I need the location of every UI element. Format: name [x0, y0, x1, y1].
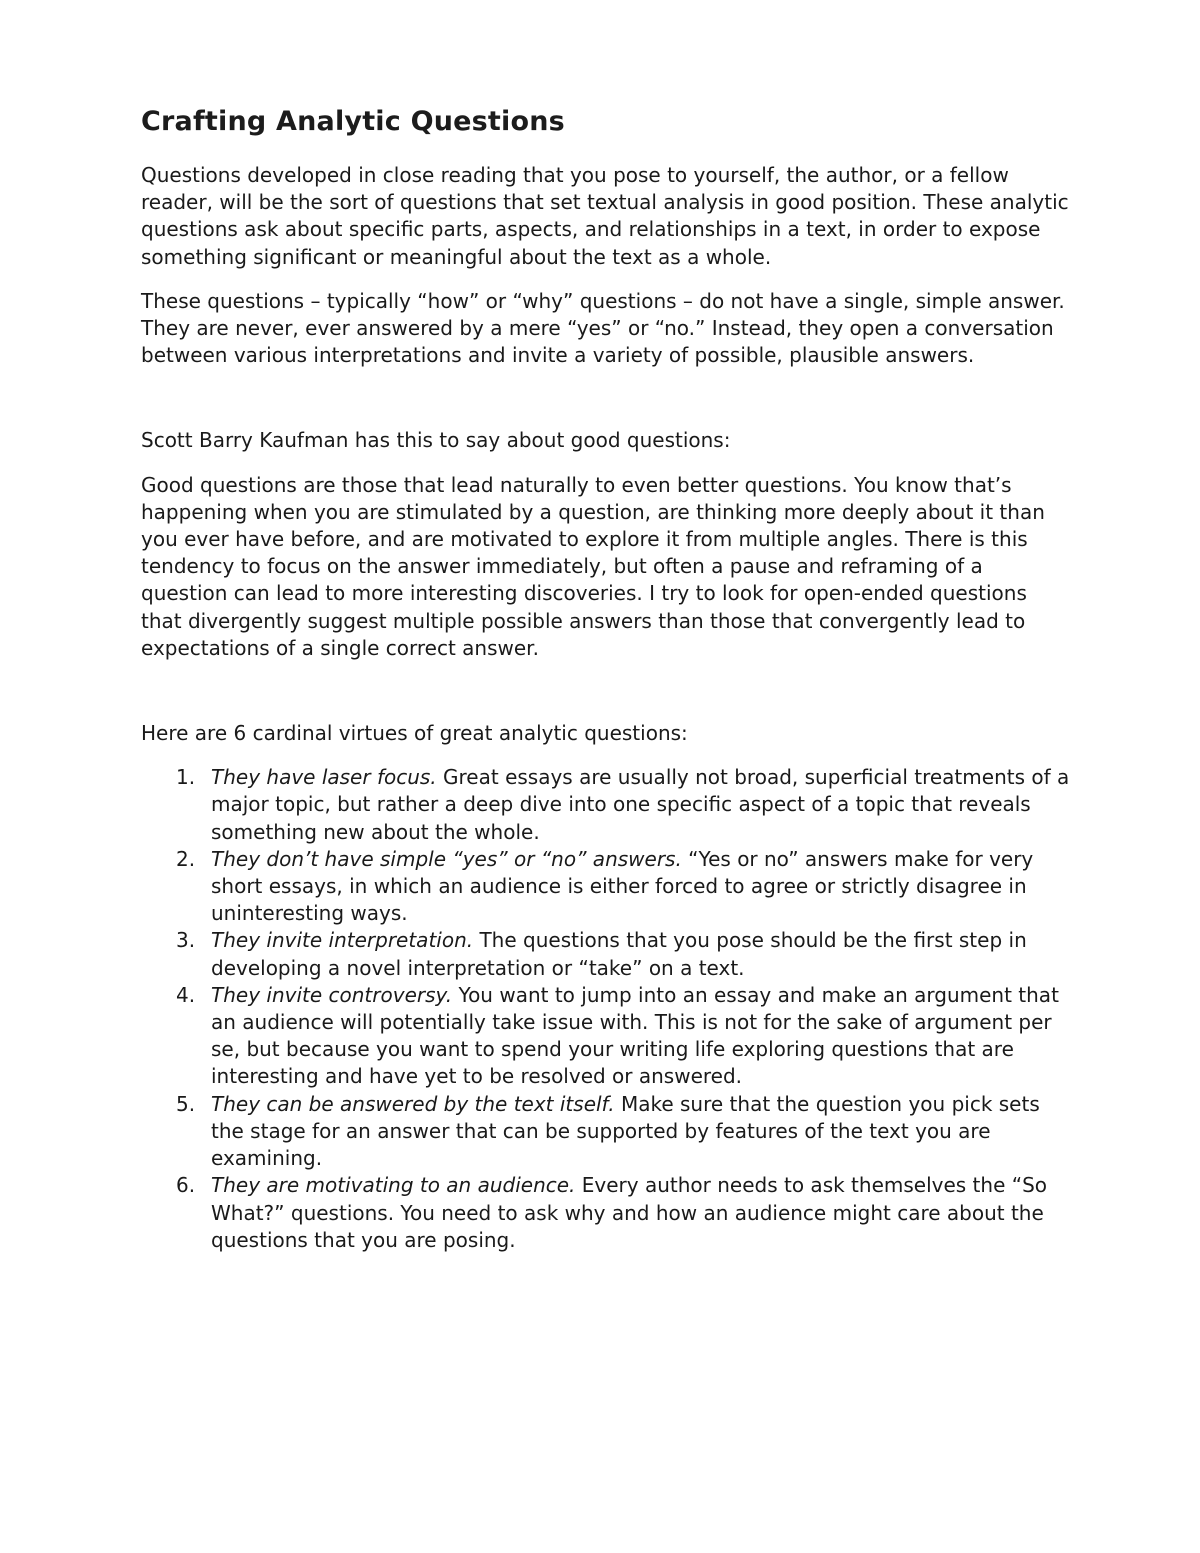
list-item-heading: They are motivating to an audience. — [211, 1173, 576, 1198]
list-item — [141, 764, 1071, 846]
list-item-heading: They invite controversy. — [211, 982, 453, 1007]
list-item-text: You want to jump into an essay and make an argument that an audience will potentially take issue with. This is not for the sake of argument per se, but because you want to spend your writing life exploring questions that are interesting and have yet to be resolved or answered. — [211, 982, 1059, 1089]
kaufman-quote: Good questions are those that lead naturally to even better questions. You know that’s happening when you are stimulated by a question, are thinking more deeply about it than you ever have before, and are motivated to explore it from multiple angles. There is this tendency to focus on the answer immediately, but often a pause and reframing of a question can lead to more interesting discoveries. I try to look for open-ended questions that divergently suggest multiple possible answers than those that convergently lead to expectations of a single correct answer. — [141, 472, 1045, 660]
quote-intro: Scott Barry Kaufman has this to say about good questions: — [141, 428, 731, 453]
list-item — [141, 927, 1071, 981]
spacer — [141, 386, 1071, 427]
questions-paragraph: These questions – typically “how” or “why” questions – do not have a single, simple answer. They are never, ever answered by a mere “yes” or “no.” Instead, they open a conversation between various interpretations and invite a variety of possible, plausible answers. — [141, 288, 1065, 368]
list-item-text: Every author needs to ask themselves the “So What?” questions. You need to ask why and how an audience might care about the questions that you are posing. — [211, 1173, 1048, 1252]
virtues-list — [141, 764, 1071, 1254]
intro-paragraph: Questions developed in close reading that you pose to yourself, the author, or a fellow reader, will be the sort of questions that set textual analysis in good position. These analytic questions ask about specific parts, aspects, and relationships in a text, in order to expose something significant or meaningful about the text as a whole. — [141, 163, 1069, 269]
list-item-number: 6. — [176, 1173, 196, 1198]
list-item-number: 5. — [176, 1091, 196, 1116]
list-item-text: The questions that you pose should be the first step in developing a novel interpretation or “take” on a text. — [211, 928, 1027, 980]
list-item-heading: They can be answered by the text itself. — [211, 1091, 615, 1116]
document-title: Crafting Analytic Questions — [141, 106, 565, 137]
list-item — [141, 1172, 1071, 1254]
list-item-text: Great essays are usually not broad, superficial treatments of a major topic, but rather a deep dive into one specific aspect of a topic that reveals something new about the whole. — [211, 765, 1070, 844]
list-item-heading: They don’t have simple “yes” or “no” answers. — [211, 846, 682, 871]
list-item-heading: They invite interpretation. — [211, 928, 474, 953]
list-item-number: 1. — [176, 765, 196, 790]
list-item-number: 2. — [176, 846, 196, 871]
document-page — [141, 104, 1071, 1254]
list-item — [141, 846, 1071, 928]
list-item-heading: They have laser focus. — [211, 765, 437, 790]
list-item — [141, 982, 1071, 1091]
list-item — [141, 1091, 1071, 1173]
list-item-text: Make sure that the question you pick sets the stage for an answer that can be supported by features of the text you are examining. — [211, 1091, 1040, 1171]
list-item-number: 4. — [176, 982, 196, 1007]
list-item-number: 3. — [176, 928, 196, 953]
list-item-text: “Yes or no” answers make for very short essays, in which an audience is either forced to agree or strictly disagree in uninteresting ways. — [211, 846, 1034, 926]
spacer — [141, 679, 1071, 720]
list-intro: Here are 6 cardinal virtues of great analytic questions: — [141, 721, 688, 746]
